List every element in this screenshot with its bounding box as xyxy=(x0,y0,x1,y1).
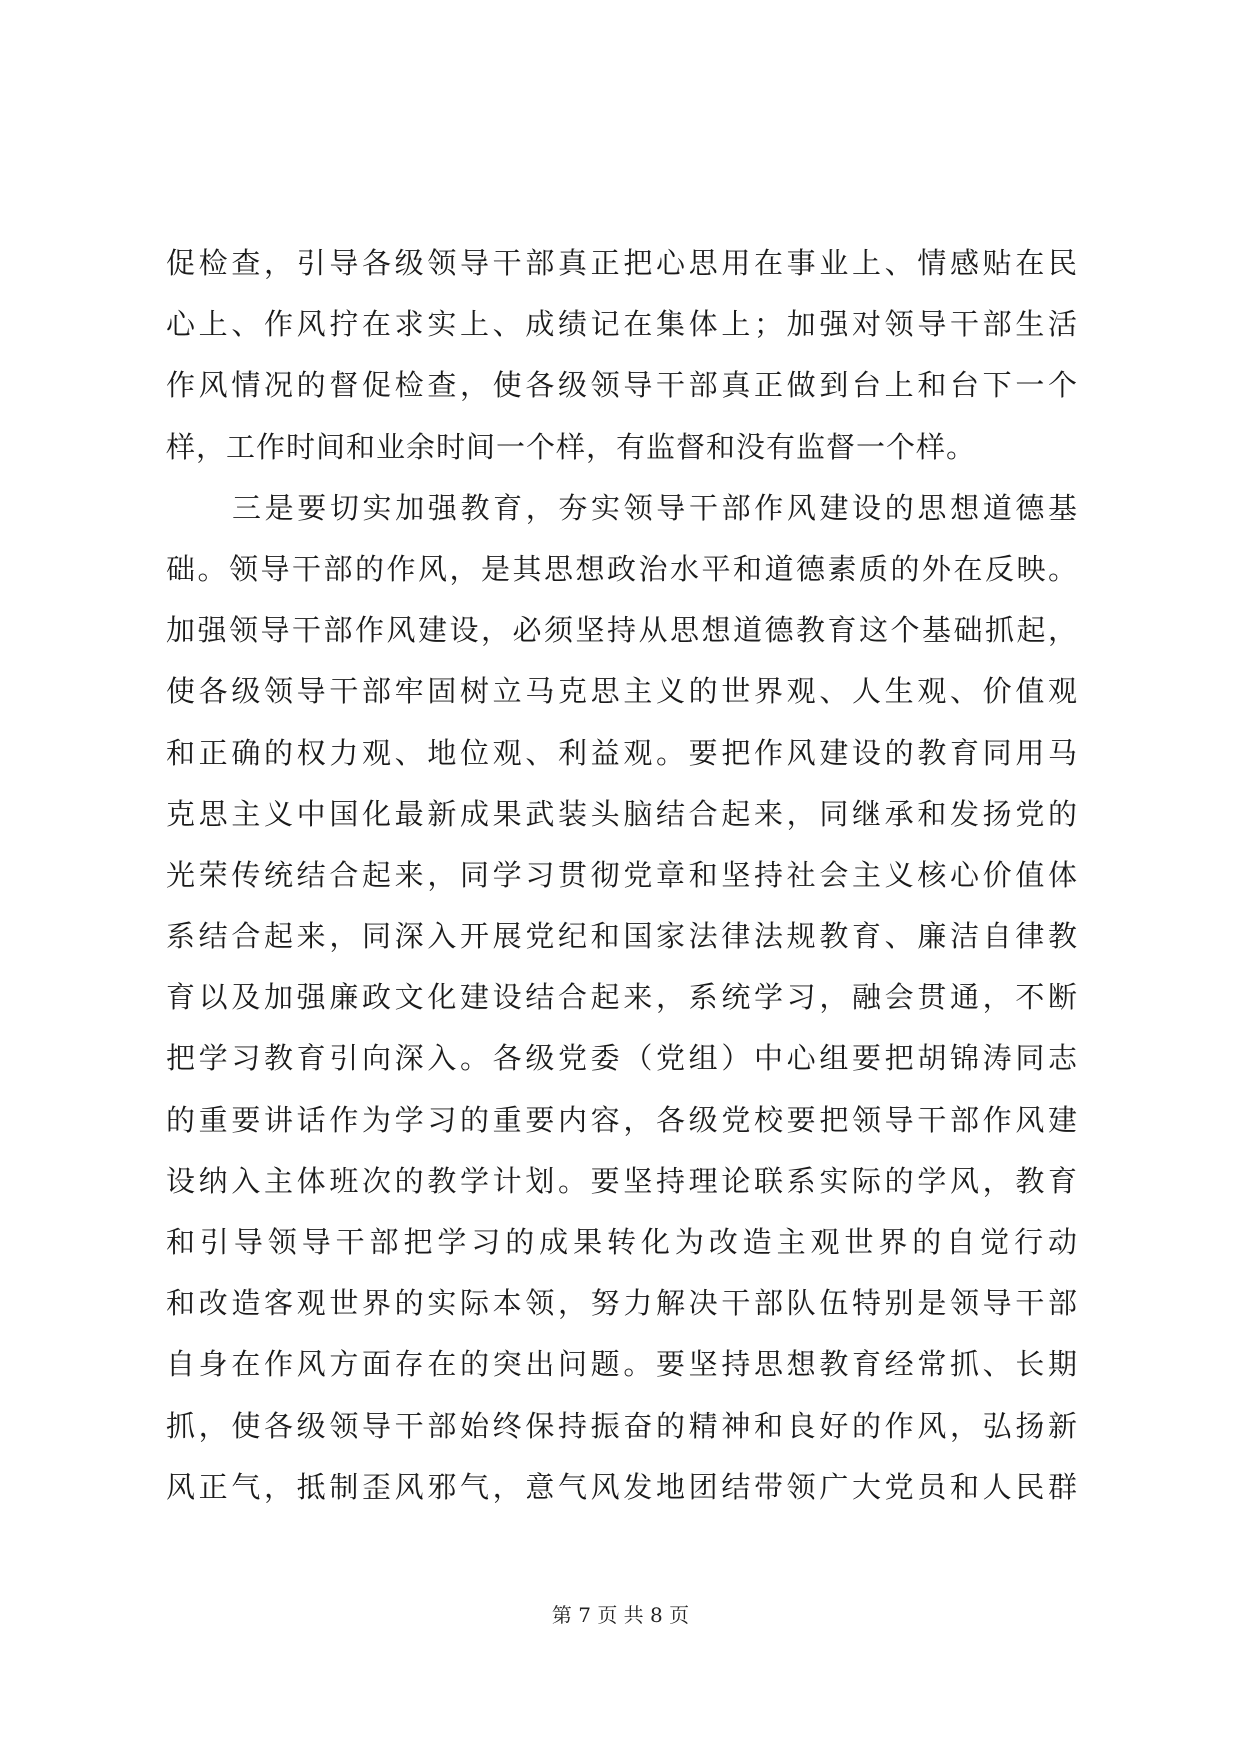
text-line: 使各级领导干部牢固树立马克思主义的世界观、人生观、价值观 xyxy=(166,674,1078,709)
page-number-footer: 第 7 页 共 8 页 xyxy=(551,1603,690,1627)
text-line: 促检查，引导各级领导干部真正把心思用在事业上、情感贴在民 xyxy=(166,246,1078,280)
text-line: 自身在作风方面存在的突出问题。要坚持思想教育经常抓、长期 xyxy=(166,1347,1078,1382)
text-line: 和引导领导干部把学习的成果转化为改造主观世界的自觉行动 xyxy=(166,1225,1078,1259)
text-line: 风正气，抵制歪风邪气，意气风发地团结带领广大党员和人民群 xyxy=(166,1469,1078,1504)
text-line: 光荣传统结合起来，同学习贯彻党章和坚持社会主义核心价值体 xyxy=(166,857,1078,892)
text-line: 育以及加强廉政文化建设结合起来，系统学习，融会贯通，不断 xyxy=(166,980,1078,1015)
text-line: 系结合起来，同深入开展党纪和国家法律法规教育、廉洁自律教 xyxy=(166,919,1078,954)
text-line: 的重要讲话作为学习的重要内容，各级党校要把领导干部作风建 xyxy=(166,1102,1078,1137)
text-line: 和改造客观世界的实际本领，努力解决干部队伍特别是领导干部 xyxy=(166,1286,1078,1321)
text-line: 抓，使各级领导干部始终保持振奋的精神和良好的作风，弘扬新 xyxy=(166,1408,1078,1443)
paragraph-start-line: 三是要切实加强教育，夯实领导干部作风建设的思想道德基 xyxy=(232,490,1078,525)
text-line: 心上、作风拧在求实上、成绩记在集体上；加强对领导干部生活 xyxy=(166,307,1078,342)
body-text xyxy=(166,233,1078,1518)
text-line: 把学习教育引向深入。各级党委（党组）中心组要把胡锦涛同志 xyxy=(166,1041,1078,1076)
text-line: 作风情况的督促检查，使各级领导干部真正做到台上和台下一个 xyxy=(166,368,1078,403)
text-line: 克思主义中国化最新成果武装头脑结合起来，同继承和发扬党的 xyxy=(166,796,1078,831)
text-line: 加强领导干部作风建设，必须坚持从思想道德教育这个基础抓起， xyxy=(166,613,1078,648)
text-line: 样，工作时间和业余时间一个样，有监督和没有监督一个样。 xyxy=(166,429,977,464)
text-line: 和正确的权力观、地位观、利益观。要把作风建设的教育同用马 xyxy=(166,735,1078,770)
text-line: 础。领导干部的作风，是其思想政治水平和道德素质的外在反映。 xyxy=(166,551,1078,586)
text-line: 设纳入主体班次的教学计划。要坚持理论联系实际的学风，教育 xyxy=(166,1163,1078,1198)
